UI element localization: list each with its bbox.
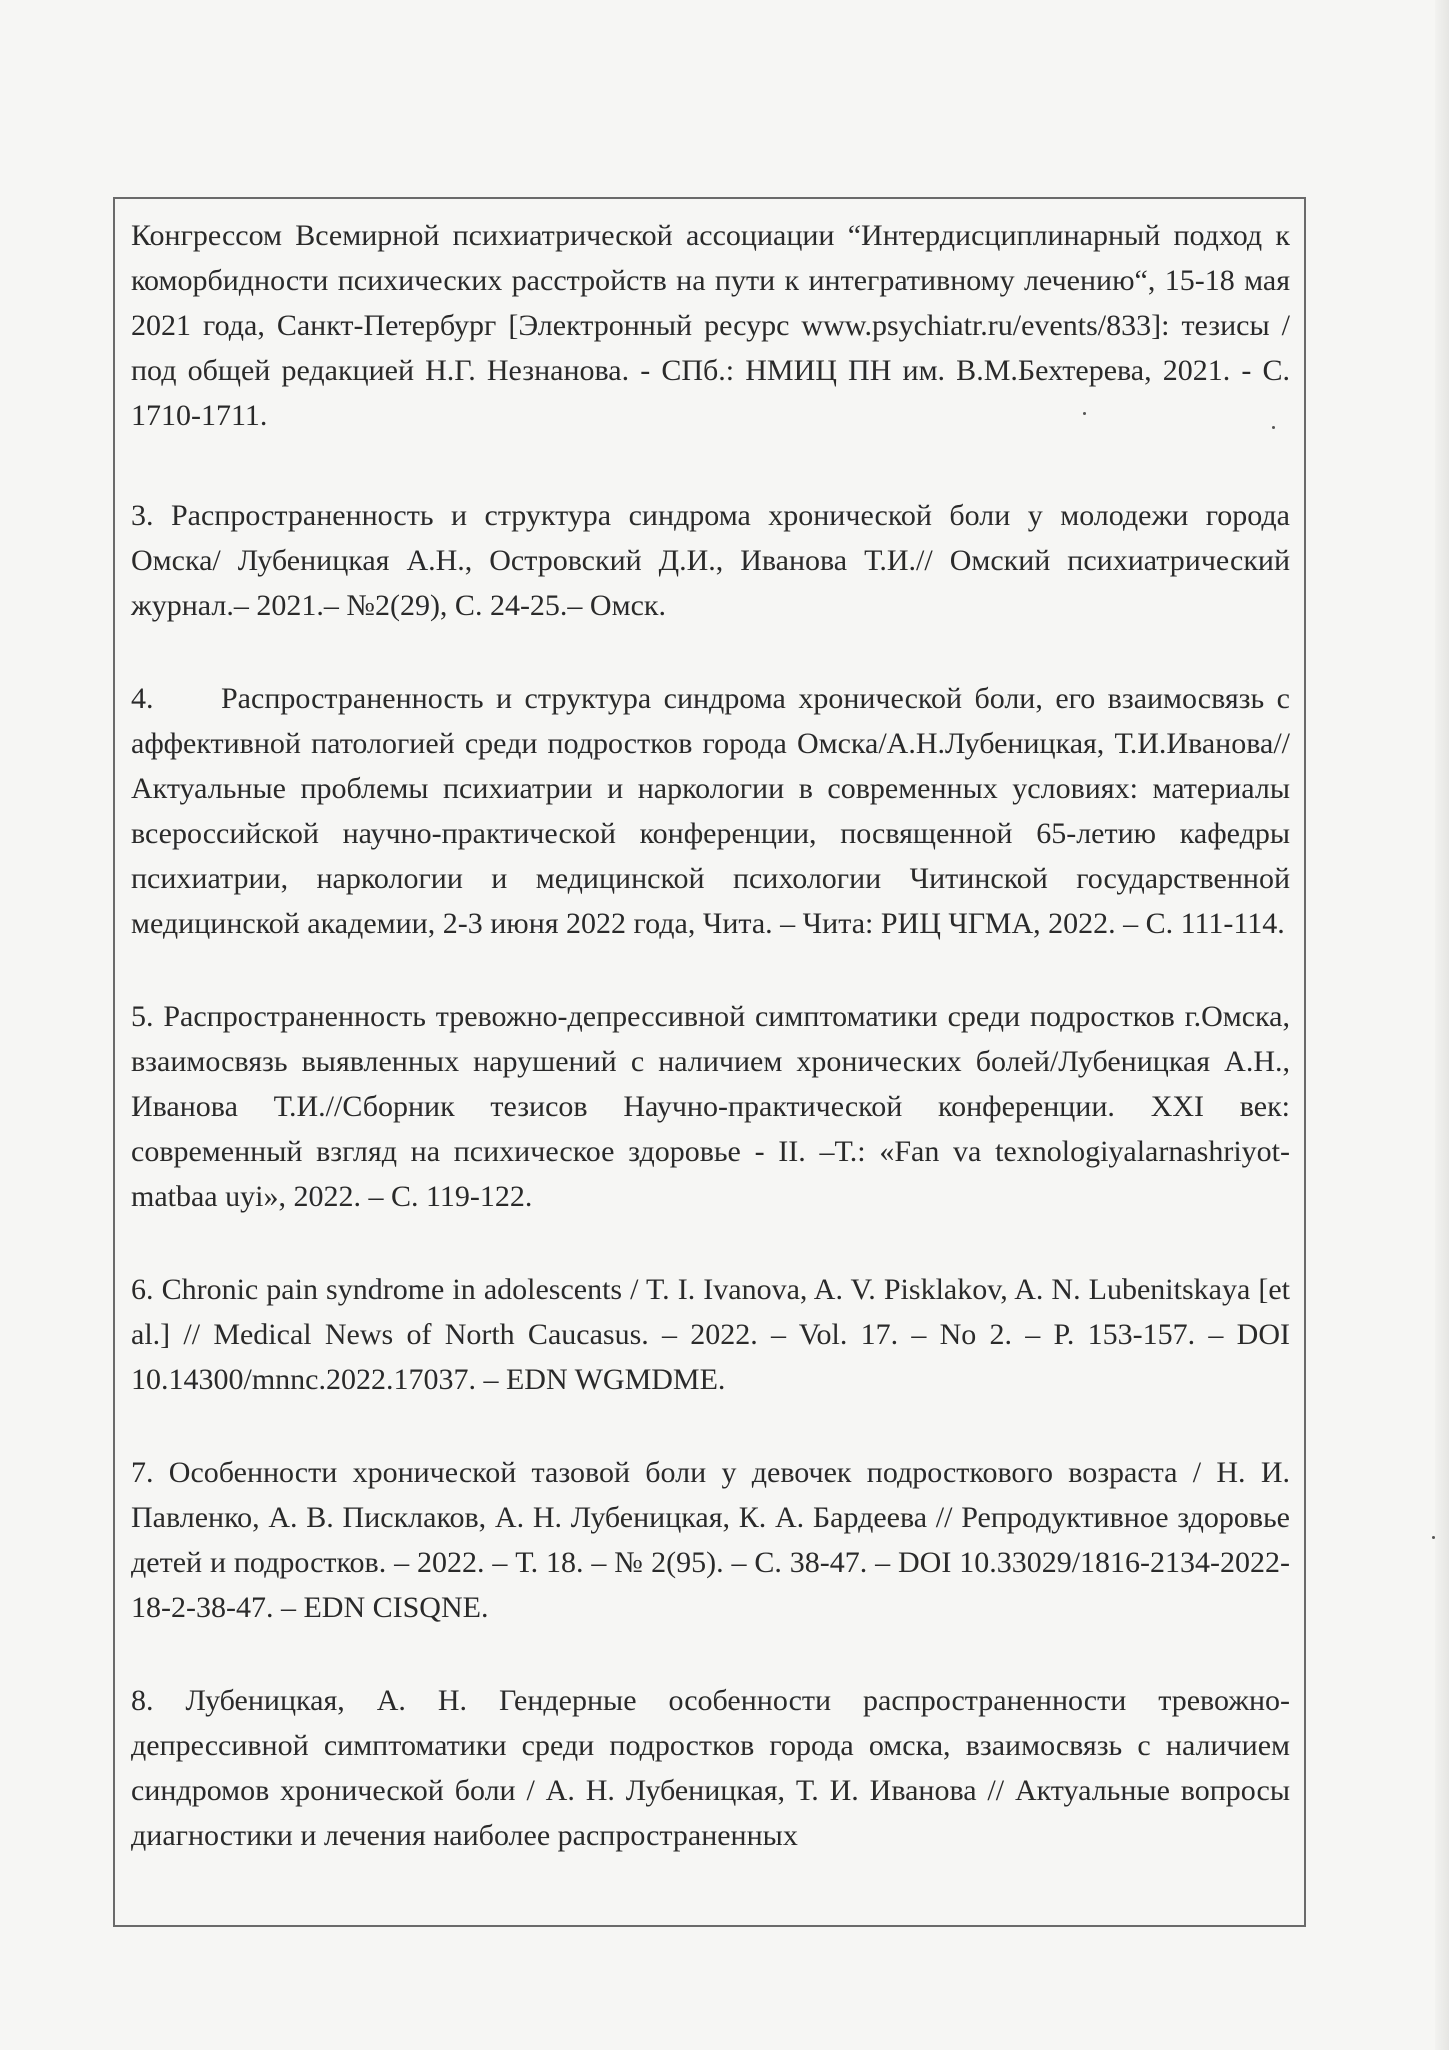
bibliography-entry-3 <box>131 493 1290 628</box>
entry-text: Chronic pain syndrome in adolescents / T. I. Ivanova, A. V. Pisklakov, A. N. Lubenitskaya [et al.] // Medical News of North Caucasus. – 2022. – Vol. 17. – No 2. – P. 153-157. – DOI 10.14300/mnnc.2022.17037. – EDN WGMDME. <box>131 1273 1290 1396</box>
bibliography-entry-6 <box>131 1267 1290 1402</box>
entry-text: Распространенность тревожно-депрессивной симптоматики среди подростков г.Омска, взаимосвязь выявленных нарушений с наличием хронических болей/Лубеницкая А.Н., Иванова Т.И.//Сборник тезисов Научно-практической конференции. XXI век: современный взгляд на психическое здоровье - II. –Т.: «Fan va texnologiyalarnashriyot-matbaa uyi», 2022. – С. 119-122. <box>131 1000 1290 1213</box>
page-edge <box>1435 0 1449 2050</box>
entry-number: 5. <box>131 1000 154 1033</box>
entry-number: 3. <box>131 499 154 532</box>
bibliography-entry-4 <box>131 676 1290 946</box>
scan-speck <box>1272 426 1275 429</box>
scan-speck <box>1432 1536 1435 1539</box>
bibliography-entry-continued <box>131 213 1290 438</box>
entry-number: 7. <box>131 1456 154 1489</box>
bibliography-entry-5 <box>131 994 1290 1219</box>
entry-text: Лубеницкая, А. Н. Гендерные особенности распространенности тревожно-депрессивной симптоматики среди подростков города омска, взаимосвязь с наличием синдромов хронической боли / А. Н. Лубеницкая, Т. И. Иванова // Актуальные вопросы диагностики и лечения наиболее распространенных <box>131 1684 1290 1852</box>
scan-speck <box>1083 412 1086 415</box>
entry-text: Особенности хронической тазовой боли у девочек подросткового возраста / Н. И. Павленко, А. В. Писклаков, А. Н. Лубеницкая, К. А. Бардеева // Репродуктивное здоровье детей и подростков. – 2022. – Т. 18. – № 2(95). – С. 38-47. – DOI 10.33029/1816-2134-2022-18-2-38-47. – EDN CISQNE. <box>131 1456 1290 1624</box>
entry-number: 6. <box>131 1273 154 1306</box>
bibliography-frame <box>113 197 1306 1927</box>
entry-text: Распространенность и структура синдрома хронической боли, его взаимосвязь с аффективной патологией среди подростков города Омска/А.Н.Лубеницкая, Т.И.Иванова//Актуальные проблемы психиатрии и наркологии в современных условиях: материалы всероссийской научно-практической конференции, посвященной 65-летию кафедры психиатрии, наркологии и медицинской психологии Читинской государственной медицинской академии, 2-3 июня 2022 года, Чита. – Чита: РИЦ ЧГМА, 2022. – С. 111-114. <box>131 682 1290 940</box>
entry-number: 8. <box>131 1684 154 1717</box>
entry-number: 4. <box>131 682 154 715</box>
entry-text: Конгрессом Всемирной психиатрической ассоциации “Интердисциплинарный подход к коморбидности психических расстройств на пути к интегративному лечению“, 15-18 мая 2021 года, Санкт-Петербург [Электронный ресурс www.psychiatr.ru/events/833]: тезисы / под общей редакцией Н.Г. Незнанова. - СПб.: НМИЦ ПН им. В.М.Бехтерева, 2021. - С. 1710-1711. <box>131 219 1290 432</box>
bibliography-list <box>115 199 1306 1906</box>
bibliography-entry-8 <box>131 1678 1290 1858</box>
bibliography-entry-7 <box>131 1450 1290 1630</box>
entry-text: Распространенность и структура синдрома хронической боли у молодежи города Омска/ Лубеницкая А.Н., Островский Д.И., Иванова Т.И.// Омский психиатрический журнал.– 2021.– №2(29), С. 24-25.– Омск. <box>131 499 1290 622</box>
